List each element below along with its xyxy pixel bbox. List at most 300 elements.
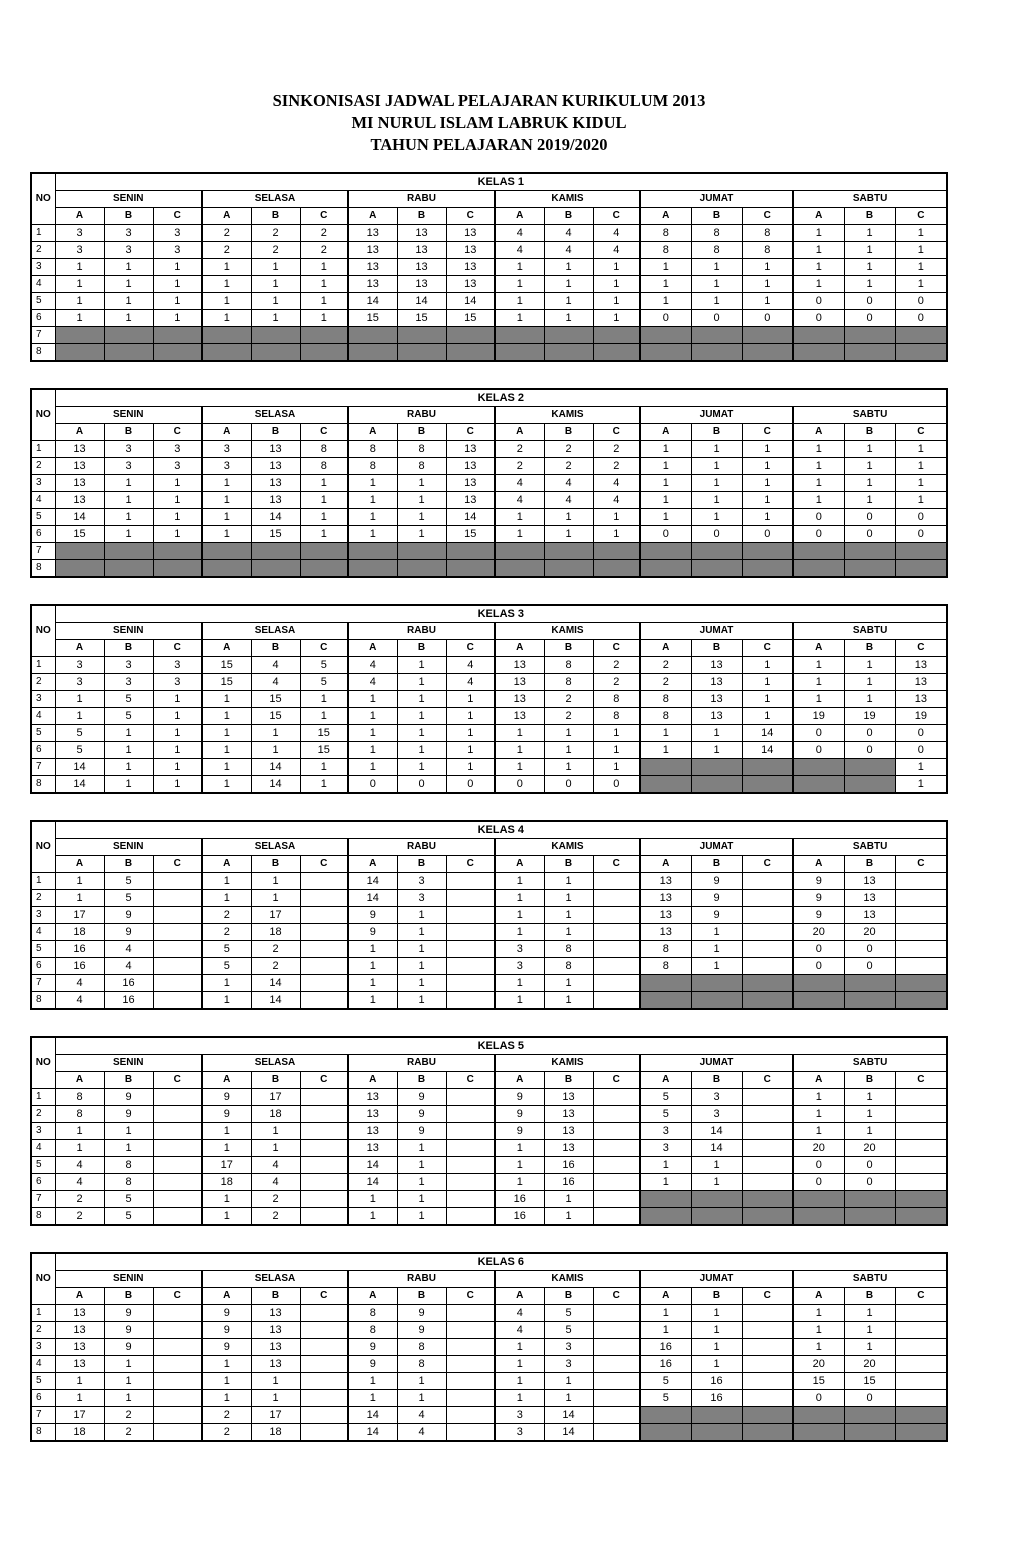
table-cell xyxy=(593,1174,640,1191)
table-cell: 16 xyxy=(104,975,153,992)
table-cell: 8 xyxy=(300,441,348,458)
table-row xyxy=(31,310,947,327)
shaded-cell xyxy=(742,1424,793,1442)
table-cell: 1 xyxy=(495,259,544,276)
table-cell: 1 xyxy=(153,310,202,327)
table-row xyxy=(31,242,947,259)
table-cell: 1 xyxy=(153,526,202,543)
sub-column-header: B xyxy=(397,1288,446,1305)
table-cell: 4 xyxy=(104,958,153,975)
table-cell: 8 xyxy=(640,242,691,259)
sub-column-header: B xyxy=(691,1072,742,1089)
table-cell: 1 xyxy=(593,276,640,293)
table-cell: 1 xyxy=(495,1373,544,1390)
table-cell: 13 xyxy=(348,1106,397,1123)
table-cell: 15 xyxy=(446,310,495,327)
sub-column-header: A xyxy=(793,640,844,657)
table-cell: 3 xyxy=(397,873,446,890)
table-cell: 1 xyxy=(104,310,153,327)
table-cell: 13 xyxy=(844,873,895,890)
table-cell: 16 xyxy=(55,941,104,958)
table-cell: 1 xyxy=(153,509,202,526)
shaded-cell xyxy=(544,543,593,560)
shaded-cell xyxy=(793,1208,844,1226)
table-cell: 13 xyxy=(495,674,544,691)
table-row xyxy=(31,708,947,725)
table-row xyxy=(31,1191,947,1208)
table-cell: 1 xyxy=(348,1373,397,1390)
table-cell: 1 xyxy=(446,691,495,708)
table-cell: 13 xyxy=(895,691,947,708)
table-cell xyxy=(742,1322,793,1339)
table-cell: 3 xyxy=(104,441,153,458)
table-cell: 1 xyxy=(251,725,300,742)
table-cell: 0 xyxy=(593,776,640,794)
table-cell: 1 xyxy=(300,293,348,310)
table-cell: 1 xyxy=(55,1373,104,1390)
table-row xyxy=(31,526,947,543)
sub-column-header: C xyxy=(153,640,202,657)
table-cell: 4 xyxy=(495,242,544,259)
shaded-cell xyxy=(251,327,300,344)
table-cell: 1 xyxy=(544,890,593,907)
table-cell: 1 xyxy=(593,526,640,543)
sub-column-header: C xyxy=(300,1288,348,1305)
day-header: SABTU xyxy=(793,1271,947,1288)
sub-column-header: C xyxy=(446,1072,495,1089)
sub-column-header: B xyxy=(104,1288,153,1305)
day-header: SELASA xyxy=(202,191,348,208)
table-cell xyxy=(300,975,348,992)
table-cell xyxy=(300,1174,348,1191)
table-cell: 1 xyxy=(640,475,691,492)
shaded-cell xyxy=(251,560,300,578)
shaded-cell xyxy=(153,543,202,560)
shaded-cell xyxy=(55,327,104,344)
table-cell xyxy=(300,1356,348,1373)
table-cell: 4 xyxy=(397,1424,446,1442)
table-cell: 2 xyxy=(640,674,691,691)
sub-column-header: B xyxy=(691,1288,742,1305)
shaded-cell xyxy=(691,1191,742,1208)
shaded-cell xyxy=(742,759,793,776)
sub-column-header: A xyxy=(495,640,544,657)
table-cell: 9 xyxy=(793,907,844,924)
table-cell: 13 xyxy=(895,674,947,691)
table-cell: 14 xyxy=(251,509,300,526)
table-cell: 1 xyxy=(793,1106,844,1123)
sub-column-header: A xyxy=(202,208,251,225)
table-cell xyxy=(593,1373,640,1390)
table-cell: 0 xyxy=(793,1390,844,1407)
table-cell: 4 xyxy=(251,1174,300,1191)
table-cell: 4 xyxy=(348,657,397,674)
table-row xyxy=(31,1407,947,1424)
table-cell: 4 xyxy=(251,1157,300,1174)
table-cell: 1 xyxy=(153,492,202,509)
table-cell: 1 xyxy=(742,441,793,458)
table-cell: 4 xyxy=(495,475,544,492)
table-cell xyxy=(446,1174,495,1191)
table-cell: 0 xyxy=(844,725,895,742)
table-cell: 1 xyxy=(397,708,446,725)
day-header: SELASA xyxy=(202,1055,348,1072)
table-cell: 5 xyxy=(640,1106,691,1123)
table-cell: 14 xyxy=(544,1424,593,1442)
table-row xyxy=(31,691,947,708)
table-cell: 15 xyxy=(397,310,446,327)
table-cell: 1 xyxy=(844,475,895,492)
table-cell: 1 xyxy=(544,526,593,543)
table-cell: 1 xyxy=(640,742,691,759)
table-cell: 2 xyxy=(544,458,593,475)
table-cell: 17 xyxy=(251,1407,300,1424)
table-cell: 1 xyxy=(104,475,153,492)
table-cell: 2 xyxy=(495,441,544,458)
table-cell: 1 xyxy=(844,1123,895,1140)
table-cell: 0 xyxy=(895,310,947,327)
sub-column-header: A xyxy=(793,856,844,873)
table-cell: 2 xyxy=(202,225,251,242)
table-cell: 1 xyxy=(202,1123,251,1140)
row-number: 5 xyxy=(31,509,55,526)
table-cell: 1 xyxy=(544,992,593,1010)
shaded-cell xyxy=(691,1407,742,1424)
table-cell: 1 xyxy=(640,492,691,509)
shaded-cell xyxy=(793,1424,844,1442)
table-cell xyxy=(593,1339,640,1356)
table-cell: 8 xyxy=(348,458,397,475)
shaded-cell xyxy=(593,344,640,362)
class-title: KELAS 1 xyxy=(55,173,947,191)
table-cell: 1 xyxy=(593,310,640,327)
table-cell: 5 xyxy=(300,657,348,674)
table-cell: 17 xyxy=(55,1407,104,1424)
table-cell: 5 xyxy=(104,1208,153,1226)
table-cell: 4 xyxy=(446,674,495,691)
table-cell: 0 xyxy=(348,776,397,794)
shaded-cell xyxy=(844,975,895,992)
shaded-cell xyxy=(104,560,153,578)
table-cell: 2 xyxy=(495,458,544,475)
table-cell: 1 xyxy=(640,276,691,293)
table-cell: 13 xyxy=(397,259,446,276)
table-cell: 0 xyxy=(640,310,691,327)
table-cell: 16 xyxy=(495,1208,544,1226)
table-cell xyxy=(895,958,947,975)
row-number: 3 xyxy=(31,475,55,492)
table-cell: 1 xyxy=(742,475,793,492)
table-cell: 20 xyxy=(844,1140,895,1157)
table-cell: 1 xyxy=(348,526,397,543)
shaded-cell xyxy=(446,327,495,344)
table-cell: 3 xyxy=(104,225,153,242)
table-cell: 1 xyxy=(55,276,104,293)
table-cell xyxy=(153,941,202,958)
table-cell xyxy=(153,958,202,975)
table-cell xyxy=(153,1373,202,1390)
table-cell: 1 xyxy=(495,1356,544,1373)
table-cell: 8 xyxy=(640,225,691,242)
table-cell: 2 xyxy=(593,674,640,691)
table-cell: 1 xyxy=(593,509,640,526)
shaded-cell xyxy=(742,1191,793,1208)
table-cell xyxy=(742,1339,793,1356)
table-cell: 3 xyxy=(691,1106,742,1123)
table-cell: 8 xyxy=(544,958,593,975)
table-cell: 1 xyxy=(793,492,844,509)
table-cell: 1 xyxy=(104,526,153,543)
table-cell: 4 xyxy=(593,242,640,259)
table-cell xyxy=(895,1373,947,1390)
day-header: SELASA xyxy=(202,623,348,640)
table-cell xyxy=(895,1157,947,1174)
shaded-cell xyxy=(844,759,895,776)
table-cell xyxy=(153,992,202,1010)
row-number: 3 xyxy=(31,1123,55,1140)
table-cell: 18 xyxy=(55,924,104,941)
table-cell: 1 xyxy=(202,759,251,776)
table-cell: 1 xyxy=(691,259,742,276)
table-cell: 20 xyxy=(793,1356,844,1373)
sub-column-header: B xyxy=(544,640,593,657)
sub-column-header: B xyxy=(251,856,300,873)
schedule-table-kelas-1 xyxy=(30,172,948,362)
sub-column-header: A xyxy=(495,1072,544,1089)
table-cell: 14 xyxy=(446,293,495,310)
table-row xyxy=(31,674,947,691)
table-cell: 1 xyxy=(640,725,691,742)
table-cell xyxy=(593,890,640,907)
table-cell: 9 xyxy=(397,1305,446,1322)
sub-column-header: B xyxy=(397,424,446,441)
table-cell: 2 xyxy=(300,242,348,259)
row-number: 3 xyxy=(31,259,55,276)
table-cell: 1 xyxy=(251,890,300,907)
table-cell: 9 xyxy=(397,1106,446,1123)
table-cell xyxy=(895,1140,947,1157)
table-cell: 14 xyxy=(251,759,300,776)
table-cell xyxy=(593,907,640,924)
table-cell: 1 xyxy=(495,1174,544,1191)
class-title: KELAS 4 xyxy=(55,821,947,839)
table-cell: 1 xyxy=(691,458,742,475)
table-cell: 1 xyxy=(691,1322,742,1339)
table-cell: 13 xyxy=(397,242,446,259)
table-cell: 19 xyxy=(895,708,947,725)
table-cell: 1 xyxy=(397,674,446,691)
table-cell: 1 xyxy=(202,776,251,794)
sub-column-header: B xyxy=(544,208,593,225)
table-row xyxy=(31,1322,947,1339)
no-column-header: NO xyxy=(31,605,55,657)
table-cell xyxy=(300,1407,348,1424)
table-cell: 0 xyxy=(844,526,895,543)
sub-column-header: A xyxy=(202,856,251,873)
table-cell: 13 xyxy=(844,907,895,924)
table-cell: 1 xyxy=(544,310,593,327)
table-cell: 1 xyxy=(397,941,446,958)
sub-column-header: A xyxy=(640,1072,691,1089)
sub-column-header: A xyxy=(348,856,397,873)
table-cell: 1 xyxy=(844,492,895,509)
sub-column-header: B xyxy=(397,640,446,657)
row-number: 5 xyxy=(31,941,55,958)
table-cell: 1 xyxy=(593,725,640,742)
table-cell: 20 xyxy=(793,1140,844,1157)
table-cell: 3 xyxy=(202,458,251,475)
table-cell: 15 xyxy=(55,526,104,543)
table-cell: 8 xyxy=(640,941,691,958)
table-cell: 1 xyxy=(55,890,104,907)
table-cell: 1 xyxy=(495,1390,544,1407)
table-cell xyxy=(446,873,495,890)
table-cell: 1 xyxy=(495,992,544,1010)
table-cell: 20 xyxy=(844,924,895,941)
day-header: SENIN xyxy=(55,1271,202,1288)
shaded-cell xyxy=(397,543,446,560)
shaded-cell xyxy=(446,560,495,578)
table-cell: 3 xyxy=(153,441,202,458)
day-header: SABTU xyxy=(793,407,947,424)
shaded-cell xyxy=(691,759,742,776)
table-cell: 1 xyxy=(104,1140,153,1157)
table-cell: 17 xyxy=(202,1157,251,1174)
sub-column-header: A xyxy=(202,1072,251,1089)
table-cell: 1 xyxy=(446,759,495,776)
sub-column-header: C xyxy=(300,424,348,441)
shaded-cell xyxy=(202,560,251,578)
table-cell: 1 xyxy=(55,310,104,327)
table-cell: 1 xyxy=(495,890,544,907)
table-cell xyxy=(153,1390,202,1407)
table-cell: 13 xyxy=(55,1322,104,1339)
table-cell: 2 xyxy=(251,225,300,242)
table-cell: 14 xyxy=(55,776,104,794)
table-cell: 16 xyxy=(55,958,104,975)
shaded-cell xyxy=(202,344,251,362)
table-cell: 13 xyxy=(446,475,495,492)
day-header: SELASA xyxy=(202,1271,348,1288)
table-cell: 1 xyxy=(348,509,397,526)
table-cell xyxy=(446,975,495,992)
sub-column-header: C xyxy=(742,1072,793,1089)
table-cell xyxy=(593,1322,640,1339)
table-cell: 4 xyxy=(55,1157,104,1174)
table-cell: 0 xyxy=(793,526,844,543)
table-cell: 15 xyxy=(251,526,300,543)
table-cell: 1 xyxy=(495,873,544,890)
sub-column-header: B xyxy=(691,424,742,441)
sub-column-header: A xyxy=(348,1072,397,1089)
shaded-cell xyxy=(844,1191,895,1208)
row-number: 3 xyxy=(31,1339,55,1356)
table-cell: 1 xyxy=(742,276,793,293)
table-cell xyxy=(895,1339,947,1356)
shaded-cell xyxy=(895,1191,947,1208)
table-row xyxy=(31,1305,947,1322)
table-cell: 13 xyxy=(251,1339,300,1356)
schedule-table-kelas-5 xyxy=(30,1036,948,1226)
sub-column-header: A xyxy=(640,640,691,657)
table-cell: 9 xyxy=(202,1089,251,1106)
row-number: 5 xyxy=(31,1373,55,1390)
table-cell: 5 xyxy=(104,873,153,890)
table-cell: 13 xyxy=(495,691,544,708)
table-cell xyxy=(446,1305,495,1322)
table-cell xyxy=(153,873,202,890)
table-cell: 4 xyxy=(544,492,593,509)
table-cell: 0 xyxy=(844,1174,895,1191)
class-title: KELAS 5 xyxy=(55,1037,947,1055)
table-cell: 2 xyxy=(251,1191,300,1208)
table-cell: 9 xyxy=(202,1305,251,1322)
day-header: SENIN xyxy=(55,1055,202,1072)
table-cell: 1 xyxy=(544,924,593,941)
schedule-table-kelas-4 xyxy=(30,820,948,1010)
sub-column-header: B xyxy=(691,208,742,225)
table-cell: 5 xyxy=(544,1322,593,1339)
table-cell: 13 xyxy=(55,1305,104,1322)
table-cell: 4 xyxy=(495,1305,544,1322)
table-row xyxy=(31,776,947,794)
sub-column-header: C xyxy=(593,856,640,873)
table-row xyxy=(31,492,947,509)
day-header: KAMIS xyxy=(495,839,640,856)
shaded-cell xyxy=(793,327,844,344)
sub-column-header: A xyxy=(348,424,397,441)
table-cell: 1 xyxy=(153,759,202,776)
sub-column-header: C xyxy=(446,208,495,225)
table-cell: 13 xyxy=(544,1140,593,1157)
shaded-cell xyxy=(793,776,844,794)
table-cell: 13 xyxy=(397,276,446,293)
table-cell: 1 xyxy=(153,742,202,759)
table-cell: 1 xyxy=(793,1305,844,1322)
table-cell: 1 xyxy=(691,276,742,293)
table-cell: 0 xyxy=(844,1157,895,1174)
table-cell xyxy=(153,1339,202,1356)
table-cell: 1 xyxy=(397,742,446,759)
table-cell: 1 xyxy=(895,441,947,458)
row-number: 1 xyxy=(31,1305,55,1322)
table-cell: 1 xyxy=(742,492,793,509)
sub-column-header: A xyxy=(793,1072,844,1089)
day-header: KAMIS xyxy=(495,407,640,424)
table-cell: 9 xyxy=(397,1123,446,1140)
table-cell xyxy=(742,1390,793,1407)
sub-column-header: C xyxy=(593,640,640,657)
table-cell: 14 xyxy=(446,509,495,526)
shaded-cell xyxy=(895,344,947,362)
table-cell: 1 xyxy=(844,225,895,242)
row-number: 7 xyxy=(31,975,55,992)
sub-column-header: B xyxy=(104,1072,153,1089)
table-cell: 13 xyxy=(544,1089,593,1106)
table-cell: 3 xyxy=(153,674,202,691)
row-number: 2 xyxy=(31,458,55,475)
row-number: 1 xyxy=(31,225,55,242)
table-cell: 1 xyxy=(55,293,104,310)
table-cell: 1 xyxy=(397,924,446,941)
table-cell: 1 xyxy=(104,293,153,310)
table-cell: 1 xyxy=(251,1373,300,1390)
table-cell: 5 xyxy=(55,742,104,759)
table-cell: 1 xyxy=(153,776,202,794)
table-cell: 1 xyxy=(251,276,300,293)
table-cell xyxy=(593,941,640,958)
table-cell xyxy=(300,1140,348,1157)
